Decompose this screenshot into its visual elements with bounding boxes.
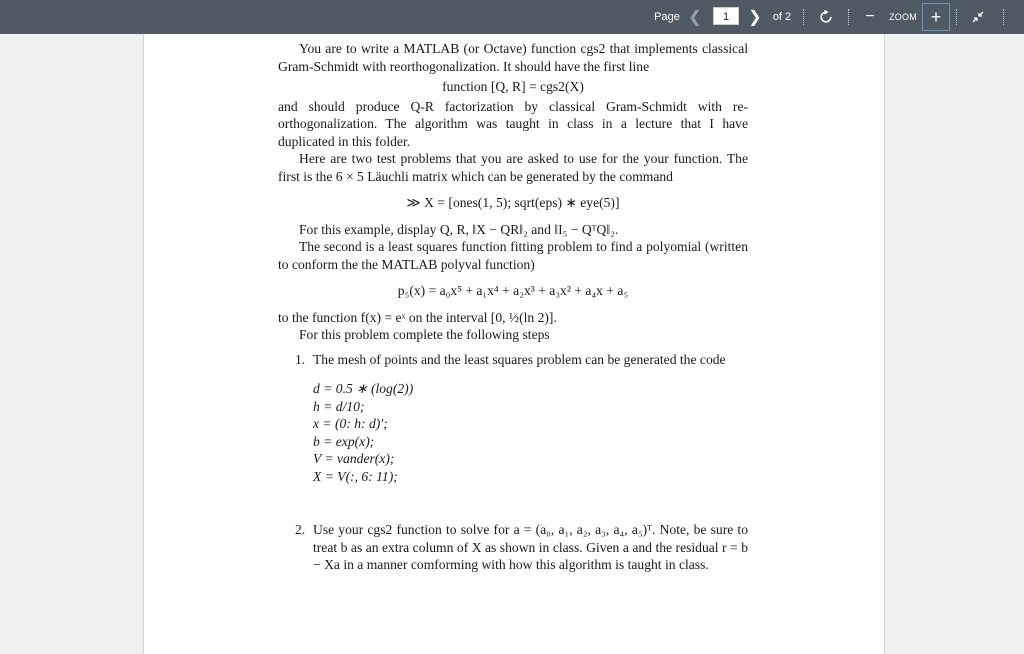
collapse-icon[interactable] xyxy=(966,0,990,34)
toolbar-divider xyxy=(1003,9,1004,25)
paragraph-tests: Here are two test problems that you are asked to use for the your function. The first is the 6 × 5 Läuchli matrix which can be generated by the command xyxy=(278,151,748,184)
reset-icon[interactable] xyxy=(816,0,836,34)
equation-lauchli: ≫ X = [ones(1, 5); sqrt(eps) ∗ eye(5)] xyxy=(406,195,620,210)
paragraph-second: The second is a least squares function fitting problem to find a polyomial (written to conform the the MATLAB polyval function) xyxy=(278,239,748,272)
equation-function: function [Q, R] = cgs2(X) xyxy=(442,79,584,94)
paragraph-display: For this example, display Q, R, ‖X − QR‖₂ and ‖I₅ − QᵀQ‖₂. xyxy=(299,221,619,237)
toolbar-divider xyxy=(956,9,957,25)
paragraph-steps: For this problem complete the following steps xyxy=(299,327,550,342)
code-block xyxy=(278,380,748,485)
list-number: 1. xyxy=(295,351,306,367)
code-line: d = 0.5 ∗ (log(2)) xyxy=(313,381,414,396)
list-number: 2. xyxy=(295,522,306,537)
equation-polynomial: p₅(x) = a₀x⁵ + a₁x⁴ + a₂x³ + a₃x² + a₄x + a₅ xyxy=(397,283,629,298)
document-text xyxy=(278,40,748,574)
chevron-right-icon[interactable]: ❯ xyxy=(748,9,762,26)
page-number-input[interactable]: 1 xyxy=(713,7,739,25)
chevron-left-icon[interactable]: ❮ xyxy=(688,9,702,26)
toolbar-divider xyxy=(803,9,804,25)
paragraph-qr: and should produce Q-R factorization by classical Gram-Schmidt with re-orthogonalization. The algorithm was taught in class in a lecture that I have duplicated in this folder. xyxy=(278,98,748,149)
toolbar-divider xyxy=(848,9,849,25)
code-line: V = vander(x); xyxy=(313,451,395,466)
plus-icon[interactable]: + xyxy=(922,3,950,31)
list-item xyxy=(278,521,748,574)
zoom-label: ZOOM xyxy=(889,12,917,22)
minus-icon[interactable]: − xyxy=(865,8,875,25)
code-line: h = d/10; xyxy=(313,398,365,414)
steps-list xyxy=(278,351,748,369)
page-label: Page xyxy=(654,11,680,23)
pdf-page xyxy=(143,34,885,654)
steps-list-continued xyxy=(278,521,748,574)
list-item xyxy=(278,351,748,369)
paragraph-intro: You are to write a MATLAB (or Octave) function cgs2 that implements classical Gram-Schmidt with reorthogonalization. It should have the first line xyxy=(278,41,748,74)
code-line: x = (0: h: d)′; xyxy=(313,416,388,431)
code-line: X = V(:, 6: 11); xyxy=(313,468,398,484)
paragraph-function: to the function f(x) = eˣ on the interval [0, ½(ln 2)]. xyxy=(278,309,557,325)
code-line: b = exp(x); xyxy=(313,433,375,449)
list-item-text: Use your cgs2 function to solve for a = (a₀, a₁, a₂, a₃, a₄, a₅)ᵀ. Note, be sure to treat b as an extra column of X as shown in class. Given a and the residual r = b − Xa in a manner comforming with how this algorithm is taught in class. xyxy=(313,522,748,572)
pdf-toolbar xyxy=(0,0,1024,34)
list-item-text: The mesh of points and the least squares problem can be generated the code xyxy=(313,351,726,367)
page-count-label: of 2 xyxy=(772,11,792,23)
